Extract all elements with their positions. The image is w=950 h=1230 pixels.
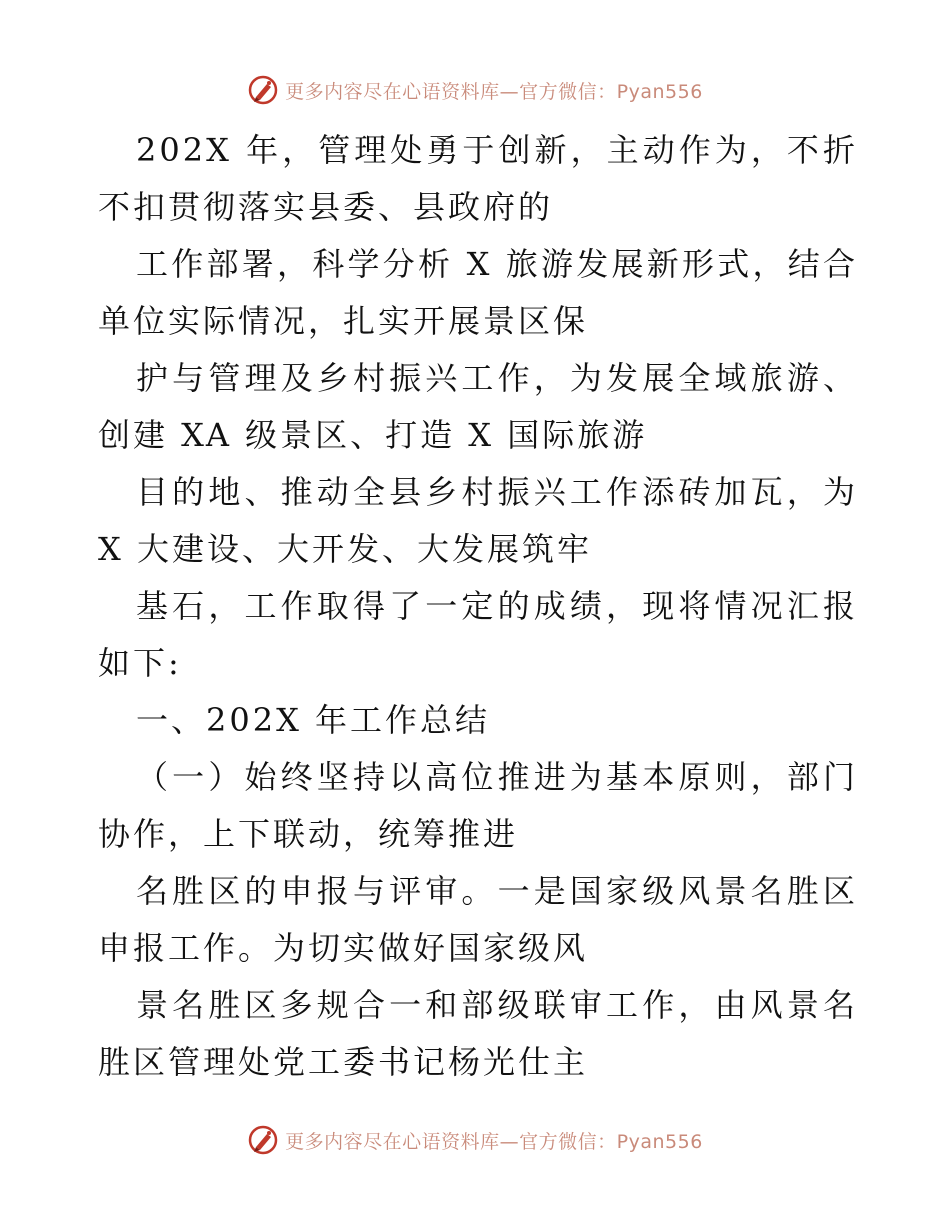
- paragraph: 202X 年，管理处勇于创新，主动作为，不折不扣贯彻落实县委、县政府的: [98, 131, 858, 226]
- paragraph: 景名胜区多规合一和部级联审工作，由风景名胜区管理处党工委书记杨光仕主: [98, 986, 858, 1081]
- paragraph: 目的地、推动全县乡村振兴工作添砖加瓦，为 X 大建设、大开发、大发展筑牢: [98, 473, 858, 568]
- pen-logo-icon: [247, 74, 279, 106]
- footer-watermark: [0, 1120, 950, 1160]
- paragraph: 工作部署，科学分析 X 旅游发展新形式，结合单位实际情况，扎实开展景区保: [98, 245, 858, 340]
- watermark-text: 更多内容尽在心语资料库—官方微信：Pyan556: [285, 80, 703, 103]
- header-watermark: [0, 70, 950, 110]
- paragraph: 名胜区的申报与评审。一是国家级风景名胜区申报工作。为切实做好国家级风: [98, 872, 858, 967]
- subsection-heading: （一）始终坚持以高位推进为基本原则，部门协作，上下联动，统筹推进: [98, 758, 858, 853]
- watermark-text: 更多内容尽在心语资料库—官方微信：Pyan556: [285, 1130, 703, 1153]
- section-heading: 一、202X 年工作总结: [136, 701, 491, 739]
- paragraph: 基石，工作取得了一定的成绩，现将情况汇报如下:: [98, 587, 858, 682]
- paragraph: 护与管理及乡村振兴工作，为发展全域旅游、创建 XA 级景区、打造 X 国际旅游: [98, 359, 858, 454]
- pen-logo-icon: [247, 1124, 279, 1156]
- document-body: [98, 122, 858, 1091]
